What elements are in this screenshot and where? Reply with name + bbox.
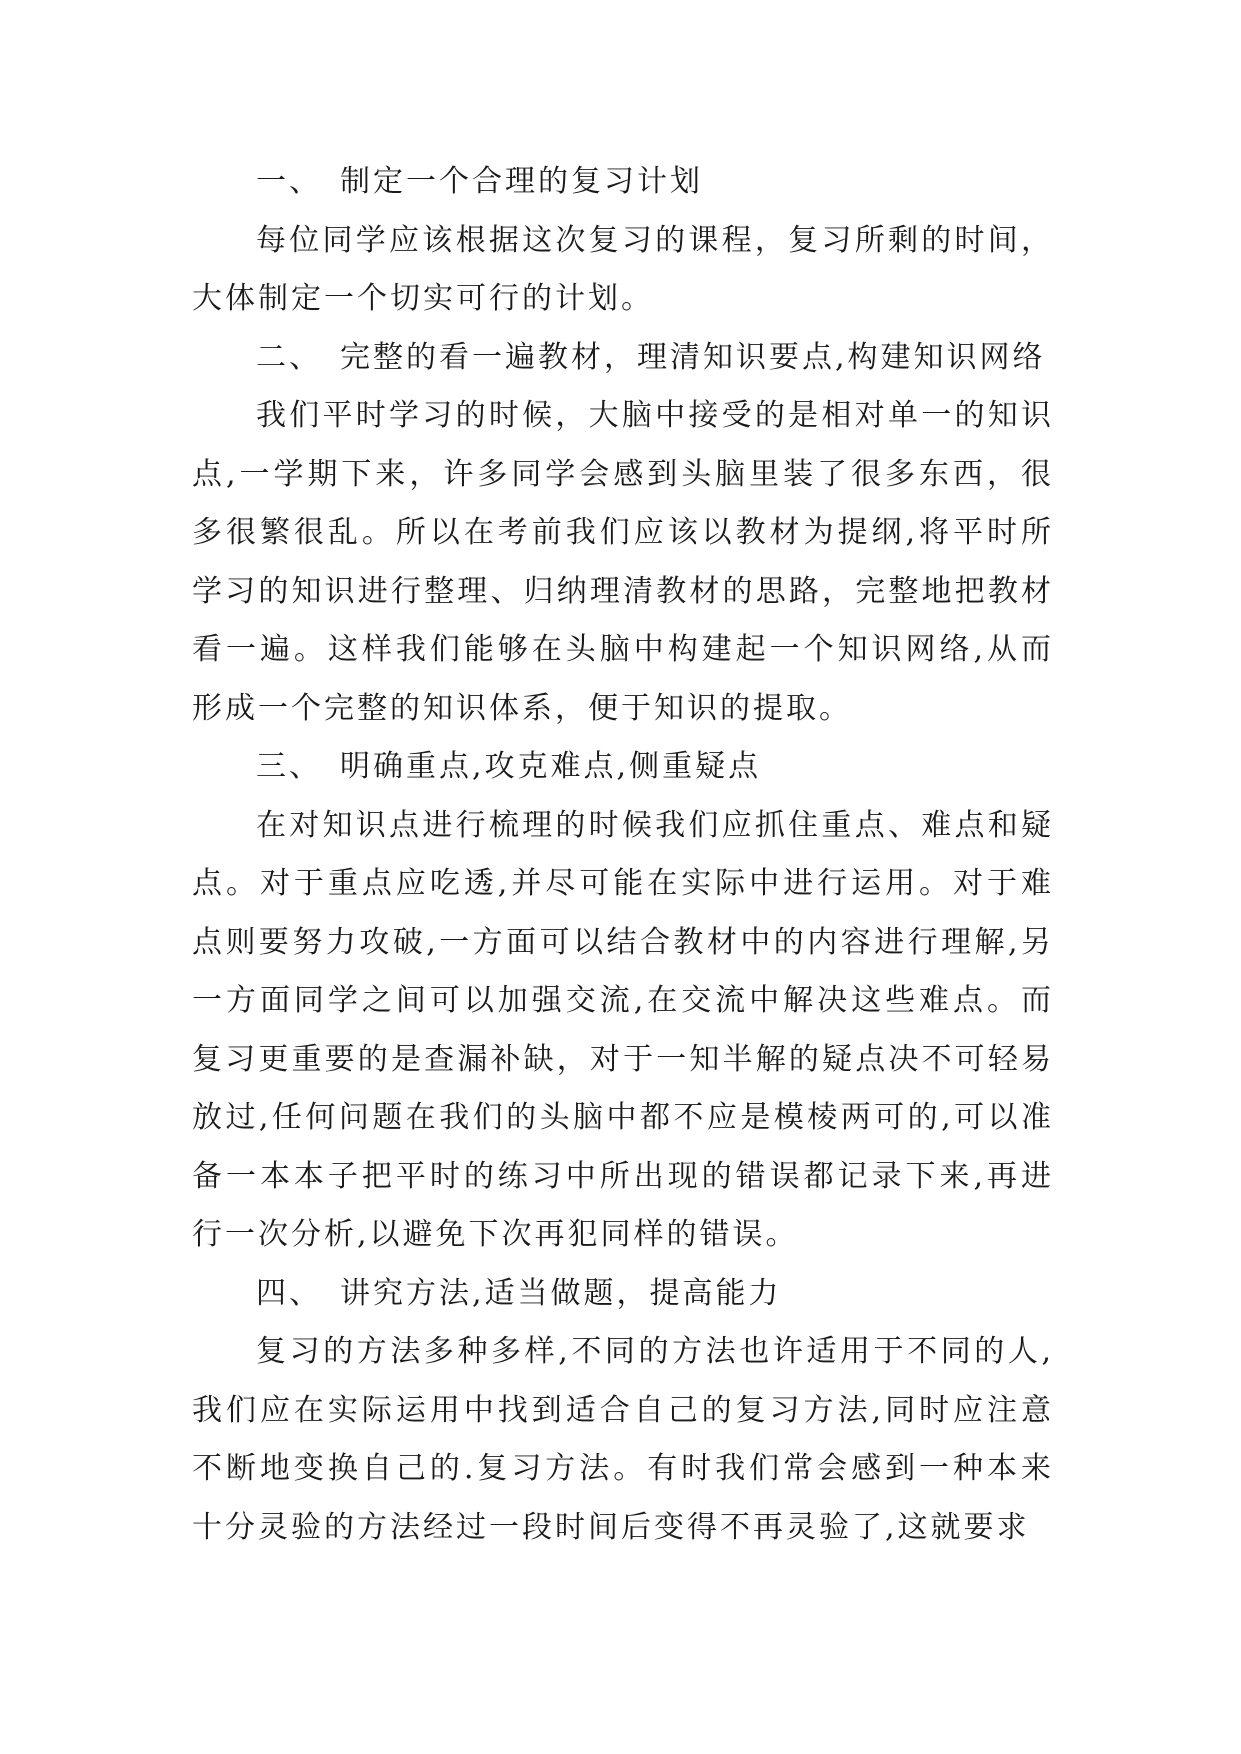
- section-body-4: 复习的方法多种多样,不同的方法也许适用于不同的人,我们应在实际运用中找到适合自己的复习方法,同时应注意不断地变换自己的.复习方法。有时我们常会感到一种本来十分灵验的方法经过一段时间后变得不再灵验了,这就要求: [192, 1334, 1054, 1545]
- section-title-2: 完整的看一遍教材，理清知识要点,构建知识网络: [340, 339, 1046, 375]
- section-heading-3: [192, 738, 1054, 797]
- section-title-1: 制定一个合理的复习计划: [340, 164, 703, 199]
- document-page: [192, 153, 1054, 1557]
- section-title-4: 讲究方法,适当做题，提高能力: [340, 1275, 782, 1311]
- section-number-1: 一、: [256, 164, 322, 199]
- section-body-1: 每位同学应该根据这次复习的课程，复习所剩的时间，大体制定一个切实可行的计划。: [192, 222, 1054, 316]
- section-number-3: 三、: [256, 749, 322, 784]
- section-number-2: 二、: [256, 339, 322, 375]
- section-heading-2: [192, 329, 1054, 388]
- section-body-3: 在对知识点进行梳理的时候我们应抓住重点、难点和疑点。对于重点应吃透,并尽可能在实际中进行运用。对于难点则要努力攻破,一方面可以结合教材中的内容进行理解,另一方面同学之间可以加强交流,在交流中解决这些难点。而复习更重要的是查漏补缺，对于一知半解的疑点决不可轻易放过,任何问题在我们的头脑中都不应是模棱两可的,可以准备一本本子把平时的练习中所出现的错误都记录下来,再进行一次分析,以避免下次再犯同样的错误。: [192, 807, 1054, 1252]
- section-body-2: 我们平时学习的时候，大脑中接受的是相对单一的知识点,一学期下来，许多同学会感到头脑里装了很多东西，很多很繁很乱。所以在考前我们应该以教材为提纲,将平时所学习的知识进行整理、归纳理清教材的思路，完整地把教材看一遍。这样我们能够在头脑中构建起一个知识网络,从而形成一个完整的知识体系，便于知识的提取。: [192, 398, 1054, 726]
- section-heading-4: [192, 1265, 1054, 1324]
- section-heading-1: [192, 153, 1054, 212]
- section-title-3: 明确重点,攻克难点,侧重疑点: [340, 749, 762, 784]
- section-number-4: 四、: [256, 1275, 322, 1311]
